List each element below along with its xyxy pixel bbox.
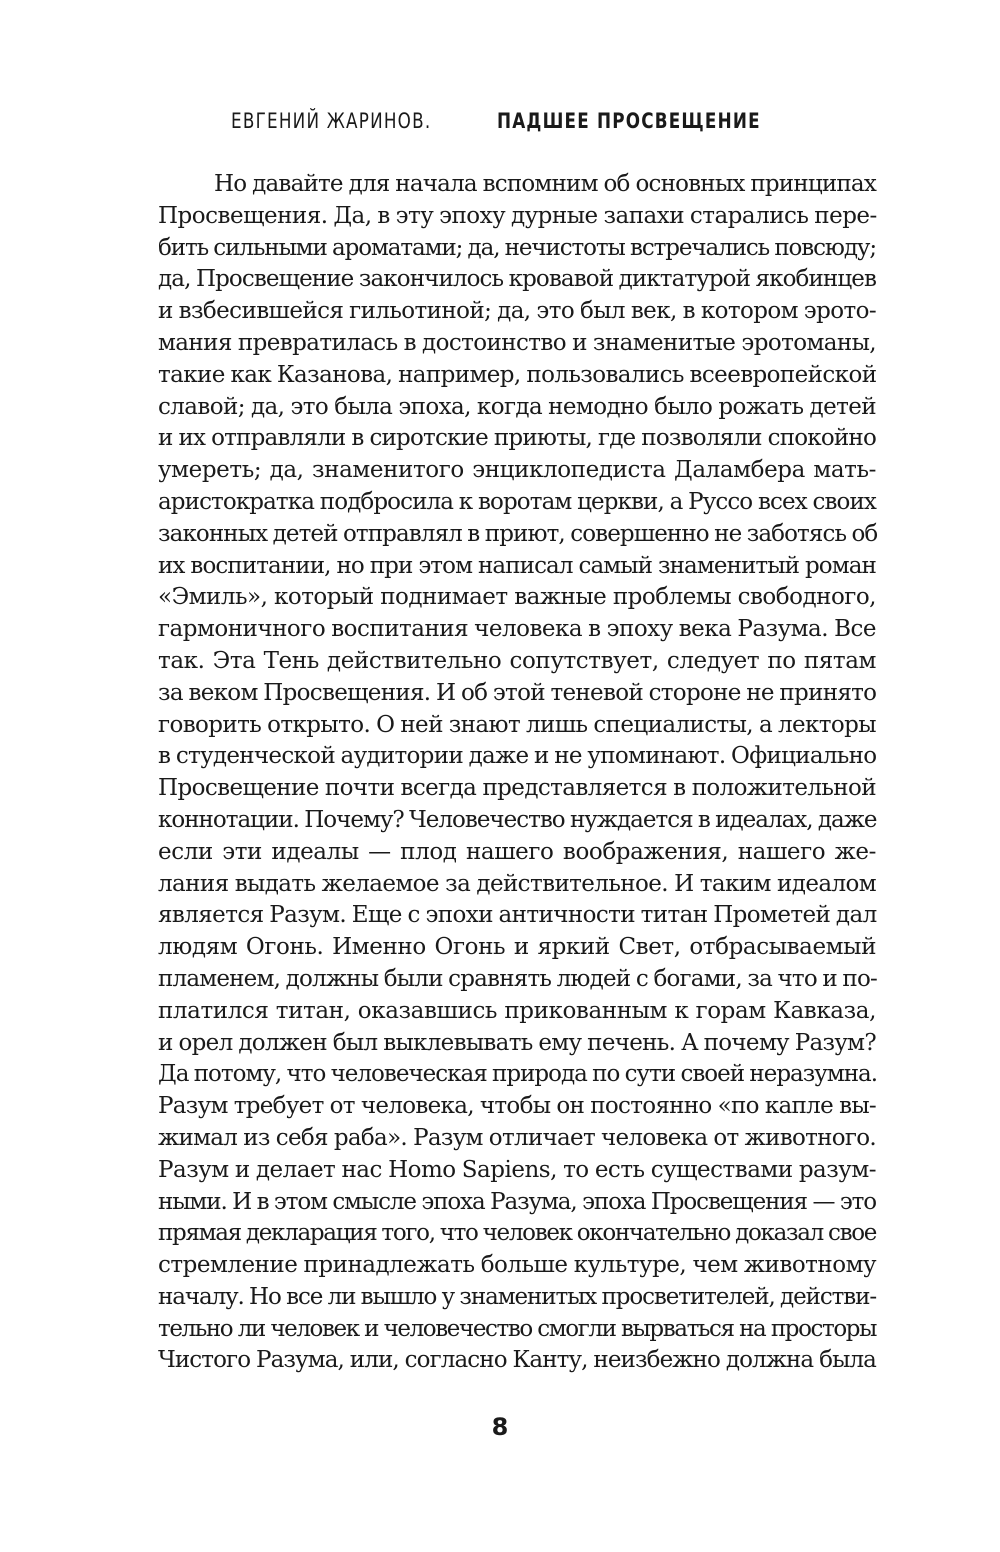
text-line: коннотации. Почему? Человечество нуждается в идеалах, даже bbox=[158, 806, 877, 833]
body-text bbox=[158, 169, 876, 1377]
text-line: законных детей отправлял в приют, совершенно не заботясь об bbox=[158, 520, 878, 547]
text-line: да, Просвещение закончилось кровавой диктатурой якобинцев bbox=[158, 266, 876, 293]
text-line: Разум требует от человека, чтобы он постоянно «по капле вы- bbox=[158, 1093, 876, 1120]
text-line: пламенем, должны были сравнять людей с богами, за что и по- bbox=[158, 965, 877, 992]
text-line: Просвещение почти всегда представляется в положительной bbox=[158, 775, 876, 802]
text-line: гармоничного воспитания человека в эпоху века Разума. Все bbox=[158, 616, 876, 643]
text-line: прямая декларация того, что человек окончательно доказал свое bbox=[158, 1220, 877, 1247]
text-line: и орел должен был выклевывать ему печень. А почему Разум? bbox=[158, 1029, 876, 1056]
text-line: стремление принадлежать больше культуре, чем животному bbox=[158, 1252, 876, 1279]
text-line: тельно ли человек и человечество смогли вырваться на просторы bbox=[158, 1315, 876, 1342]
text-line: Просвещения. Да, в эту эпоху дурные запахи старались пере- bbox=[158, 202, 877, 229]
text-line: умереть; да, знаменитого энциклопедиста Даламбера мать- bbox=[158, 457, 876, 484]
text-line: «Эмиль», который поднимает важные проблемы свободного, bbox=[158, 584, 876, 611]
text-line: и их отправляли в сиротские приюты, где позволяли спокойно bbox=[158, 425, 876, 452]
text-line: бить сильными ароматами; да, нечистоты встречались повсюду; bbox=[158, 234, 876, 261]
text-line: если эти идеалы — плод нашего воображения, нашего же- bbox=[158, 838, 876, 865]
text-line: такие как Казанова, например, пользовались всеевропейской bbox=[158, 361, 877, 388]
running-head-title: ПАДШЕЕ ПРОСВЕЩЕНИЕ bbox=[497, 109, 762, 133]
page-number: 8 bbox=[491, 1413, 509, 1441]
text-line: в студенческой аудитории даже и не упоминают. Официально bbox=[158, 743, 877, 770]
text-line: говорить открыто. О ней знают лишь специалисты, а лекторы bbox=[158, 711, 876, 738]
text-line: и взбесившейся гильотиной; да, это был век, в котором эрото- bbox=[158, 298, 876, 325]
text-line: за веком Просвещения. И об этой теневой стороне не принято bbox=[158, 679, 877, 706]
text-line: мания превратилась в достоинство и знаменитые эротоманы, bbox=[158, 329, 876, 356]
text-line: их воспитании, но при этом написал самый знаменитый роман bbox=[158, 552, 876, 579]
text-line: платился титан, оказавшись прикованным к горам Кавказа, bbox=[158, 997, 876, 1024]
running-head bbox=[0, 109, 1000, 133]
text-line: Чистого Разума, или, согласно Канту, неизбежно должна была bbox=[158, 1347, 876, 1374]
text-line: жимал из себя раба». Разум отличает человека от животного. bbox=[158, 1124, 876, 1151]
text-line: началу. Но все ли вышло у знаменитых просветителей, действи- bbox=[158, 1283, 876, 1310]
text-line: является Разум. Еще с эпохи античности титан Прометей дал bbox=[158, 902, 877, 929]
text-line: лания выдать желаемое за действительное. И таким идеалом bbox=[158, 870, 876, 897]
text-line: людям Огонь. Именно Огонь и яркий Свет, отбрасываемый bbox=[158, 934, 876, 961]
text-line: аристократка подбросила к воротам церкви, а Руссо всех своих bbox=[158, 488, 876, 515]
text-line: Но давайте для начала вспомним об основных принципах bbox=[214, 171, 876, 197]
running-head-author: ЕВГЕНИЙ ЖАРИНОВ. bbox=[230, 109, 432, 133]
text-line: славой; да, это была эпоха, когда немодно было рожать детей bbox=[158, 393, 876, 420]
text-line: Да потому, что человеческая природа по сути своей неразумна. bbox=[158, 1061, 878, 1088]
text-line: Разум и делает нас Homo Sapiens, то есть существами разум- bbox=[158, 1156, 876, 1183]
text-line: ными. И в этом смысле эпоха Разума, эпоха Просвещения — это bbox=[158, 1188, 876, 1215]
text-line: так. Эта Тень действительно сопутствует, следует по пятам bbox=[158, 647, 876, 674]
